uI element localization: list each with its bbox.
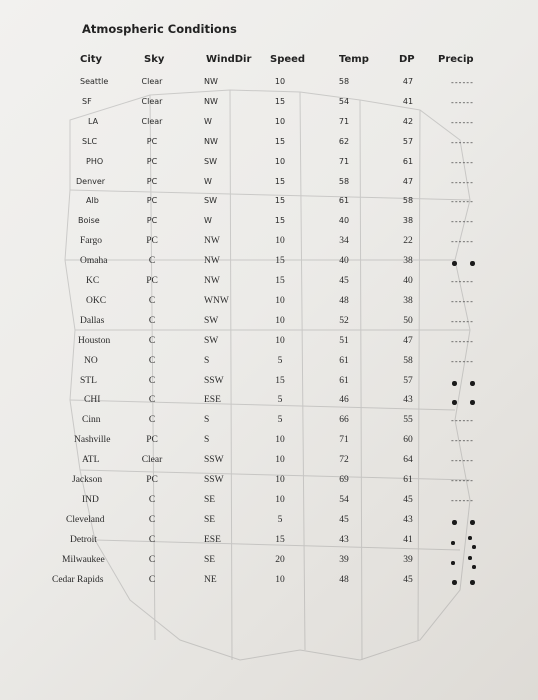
sky-cell: C — [148, 415, 156, 425]
speed-cell: 15 — [274, 137, 286, 146]
speed-cell: 20 — [275, 555, 285, 565]
precip-none: ------ — [450, 357, 473, 366]
precip-dot — [452, 580, 457, 585]
precip-dot — [470, 400, 475, 405]
city-cell: PHO — [86, 157, 104, 166]
city-cell: IND — [82, 495, 99, 505]
city-cell: Boise — [78, 216, 100, 225]
city-cell: Omaha — [80, 256, 108, 266]
precip-dot — [452, 261, 457, 266]
city-cell: SF — [82, 97, 92, 106]
precip-dot — [470, 580, 475, 585]
temp-cell: 54 — [339, 495, 349, 505]
wind-cell: W — [204, 216, 212, 225]
speed-cell: 10 — [275, 455, 285, 465]
speed-cell: 15 — [274, 216, 286, 225]
wind-cell: NW — [204, 256, 220, 266]
speed-cell: 10 — [275, 575, 285, 585]
dp-cell: 47 — [403, 336, 413, 346]
dp-cell: 45 — [403, 575, 413, 585]
dp-cell: 38 — [403, 296, 413, 306]
wind-cell: S — [204, 435, 210, 445]
dp-cell: 55 — [403, 415, 413, 425]
speed-cell: 15 — [275, 376, 285, 386]
speed-cell: 15 — [275, 276, 285, 286]
city-cell: Fargo — [80, 236, 102, 246]
speed-cell: 10 — [274, 77, 286, 86]
wind-cell: SW — [204, 196, 217, 205]
sky-cell: PC — [146, 137, 158, 146]
precip-dot — [470, 520, 475, 525]
sky-cell: C — [148, 296, 156, 306]
sky-cell: C — [148, 376, 156, 386]
speed-cell: 10 — [275, 435, 285, 445]
sky-cell: C — [148, 336, 156, 346]
header-speed: Speed — [270, 54, 306, 65]
city-cell: Detroit — [70, 535, 97, 545]
wind-cell: WNW — [204, 296, 229, 306]
dp-cell: 57 — [403, 376, 413, 386]
temp-cell: 61 — [339, 356, 349, 366]
city-cell: CHI — [84, 395, 101, 405]
speed-cell: 15 — [274, 196, 286, 205]
precip-none: ------ — [450, 337, 473, 346]
header-winddir: WindDir — [206, 54, 252, 65]
sky-cell: PC — [146, 276, 158, 286]
precip-none: ------ — [450, 78, 473, 87]
temp-cell: 61 — [339, 376, 349, 386]
precip-dot — [470, 261, 475, 266]
wind-cell: NW — [204, 276, 220, 286]
dp-cell: 47 — [402, 77, 414, 86]
wind-cell: W — [204, 117, 212, 126]
sky-cell: Clear — [141, 117, 163, 126]
precip-none: ------ — [450, 178, 473, 187]
precip-none: ------ — [450, 118, 473, 127]
temp-cell: 71 — [339, 435, 349, 445]
sky-cell: PC — [146, 177, 158, 186]
dp-cell: 38 — [402, 216, 414, 225]
city-cell: Cleveland — [66, 515, 105, 525]
precip-dot — [470, 381, 475, 386]
temp-cell: 45 — [339, 515, 349, 525]
speed-cell: 10 — [275, 296, 285, 306]
temp-cell: 69 — [339, 475, 349, 485]
speed-cell: 10 — [275, 336, 285, 346]
wind-cell: NW — [204, 77, 218, 86]
sky-cell: C — [148, 575, 156, 585]
wind-cell: ESE — [204, 535, 221, 545]
temp-cell: 34 — [339, 236, 349, 246]
temp-cell: 39 — [339, 555, 349, 565]
dp-cell: 38 — [403, 256, 413, 266]
precip-dot — [468, 536, 472, 540]
sky-cell: Clear — [141, 77, 163, 86]
city-cell: SLC — [82, 137, 98, 146]
temp-cell: 43 — [339, 535, 349, 545]
city-cell: NO — [84, 356, 98, 366]
temp-cell: 40 — [339, 256, 349, 266]
sky-cell: C — [148, 356, 156, 366]
wind-cell: ESE — [204, 395, 221, 405]
precip-none: ------ — [450, 237, 473, 246]
temp-cell: 72 — [339, 455, 349, 465]
temp-cell: 62 — [338, 137, 350, 146]
temp-cell: 45 — [339, 276, 349, 286]
wind-cell: W — [204, 177, 212, 186]
dp-cell: 50 — [403, 316, 413, 326]
temp-cell: 48 — [339, 296, 349, 306]
speed-cell: 10 — [275, 236, 285, 246]
temp-cell: 54 — [338, 97, 350, 106]
sky-cell: Clear — [141, 97, 163, 106]
temp-cell: 48 — [339, 575, 349, 585]
precip-none: ------ — [450, 476, 473, 485]
dp-cell: 58 — [402, 196, 414, 205]
city-cell: Milwaukee — [62, 555, 105, 565]
sky-cell: PC — [146, 196, 158, 205]
dp-cell: 61 — [402, 157, 414, 166]
city-cell: LA — [88, 117, 99, 126]
dp-cell: 22 — [403, 236, 413, 246]
temp-cell: 58 — [338, 77, 350, 86]
precip-none: ------ — [450, 416, 473, 425]
precip-dot — [452, 400, 457, 405]
temp-cell: 51 — [339, 336, 349, 346]
speed-cell: 10 — [274, 117, 286, 126]
speed-cell: 15 — [274, 97, 286, 106]
city-cell: Seattle — [80, 77, 109, 86]
wind-cell: SSW — [204, 376, 224, 386]
city-cell: Cedar Rapids — [52, 575, 104, 585]
dp-cell: 58 — [403, 356, 413, 366]
precip-none: ------ — [450, 197, 473, 206]
city-cell: KC — [86, 276, 100, 286]
precip-dot — [472, 565, 476, 569]
precip-dot — [451, 541, 455, 545]
wind-cell: SE — [204, 495, 216, 505]
wind-cell: NW — [204, 97, 218, 106]
precip-dot — [451, 561, 455, 565]
header-city: City — [80, 54, 103, 65]
temp-cell: 58 — [338, 177, 350, 186]
dp-cell: 39 — [403, 555, 413, 565]
precip-dot — [452, 520, 457, 525]
city-cell: OKC — [86, 296, 107, 306]
precip-dot — [452, 381, 457, 386]
sky-cell: C — [148, 555, 156, 565]
city-cell: STL — [80, 376, 97, 386]
city-cell: ATL — [82, 455, 100, 465]
sky-cell: C — [148, 535, 156, 545]
header-precip: Precip — [438, 54, 474, 65]
header-temp: Temp — [339, 54, 369, 65]
city-cell: Denver — [76, 177, 106, 186]
sky-cell: C — [148, 256, 156, 266]
temp-cell: 71 — [338, 157, 350, 166]
precip-none: ------ — [450, 138, 473, 147]
temp-cell: 40 — [338, 216, 350, 225]
wind-cell: SSW — [204, 455, 224, 465]
wind-cell: SW — [204, 316, 219, 326]
dp-cell: 47 — [402, 177, 414, 186]
precip-none: ------ — [450, 456, 473, 465]
city-cell: Houston — [78, 336, 111, 346]
sky-cell: PC — [146, 157, 158, 166]
sky-cell: C — [148, 395, 156, 405]
dp-cell: 41 — [402, 97, 414, 106]
speed-cell: 5 — [277, 395, 283, 405]
precip-none: ------ — [450, 297, 473, 306]
speed-cell: 5 — [277, 515, 283, 525]
sky-cell: C — [148, 495, 156, 505]
page-title: Atmospheric Conditions — [82, 22, 237, 36]
dp-cell: 42 — [402, 117, 414, 126]
wind-cell: SE — [204, 515, 216, 525]
temp-cell: 66 — [339, 415, 349, 425]
temp-cell: 61 — [338, 196, 350, 205]
sky-cell: PC — [146, 435, 158, 445]
city-cell: Cinn — [82, 415, 101, 425]
city-cell: Jackson — [72, 475, 103, 485]
precip-none: ------ — [450, 496, 473, 505]
speed-cell: 15 — [275, 256, 285, 266]
temp-cell: 71 — [338, 117, 350, 126]
sky-cell: C — [148, 515, 156, 525]
precip-none: ------ — [450, 277, 473, 286]
dp-cell: 45 — [403, 495, 413, 505]
dp-cell: 40 — [403, 276, 413, 286]
speed-cell: 5 — [277, 415, 283, 425]
precip-dot — [472, 545, 476, 549]
dp-cell: 64 — [403, 455, 413, 465]
speed-cell: 15 — [274, 177, 286, 186]
precip-dot — [468, 556, 472, 560]
wind-cell: SE — [204, 555, 216, 565]
wind-cell: SSW — [204, 475, 224, 485]
dp-cell: 43 — [403, 395, 413, 405]
wind-cell: NE — [204, 575, 217, 585]
speed-cell: 10 — [275, 495, 285, 505]
header-sky: Sky — [144, 54, 165, 65]
wind-cell: NW — [204, 236, 220, 246]
sky-cell: PC — [146, 216, 158, 225]
precip-none: ------ — [450, 436, 473, 445]
precip-none: ------ — [450, 317, 473, 326]
precip-none: ------ — [450, 217, 473, 226]
sky-cell: C — [148, 316, 156, 326]
dp-cell: 41 — [403, 535, 413, 545]
dp-cell: 60 — [403, 435, 413, 445]
wind-cell: S — [204, 356, 210, 366]
speed-cell: 10 — [274, 157, 286, 166]
city-cell: Alb — [86, 196, 99, 205]
speed-cell: 15 — [275, 535, 285, 545]
temp-cell: 46 — [339, 395, 349, 405]
speed-cell: 10 — [275, 316, 285, 326]
dp-cell: 43 — [403, 515, 413, 525]
precip-none: ------ — [450, 158, 473, 167]
temp-cell: 52 — [339, 316, 349, 326]
header-dp: DP — [399, 54, 415, 65]
sky-cell: PC — [146, 475, 158, 485]
wind-cell: S — [204, 415, 210, 425]
wind-cell: SW — [204, 336, 219, 346]
sky-cell: Clear — [141, 455, 163, 465]
speed-cell: 5 — [277, 356, 283, 366]
wind-cell: SW — [204, 157, 217, 166]
precip-none: ------ — [450, 98, 473, 107]
speed-cell: 10 — [275, 475, 285, 485]
city-cell: Dallas — [80, 316, 105, 326]
city-cell: Nashville — [74, 435, 111, 445]
dp-cell: 57 — [402, 137, 414, 146]
dp-cell: 61 — [403, 475, 413, 485]
wind-cell: NW — [204, 137, 218, 146]
sky-cell: PC — [146, 236, 158, 246]
